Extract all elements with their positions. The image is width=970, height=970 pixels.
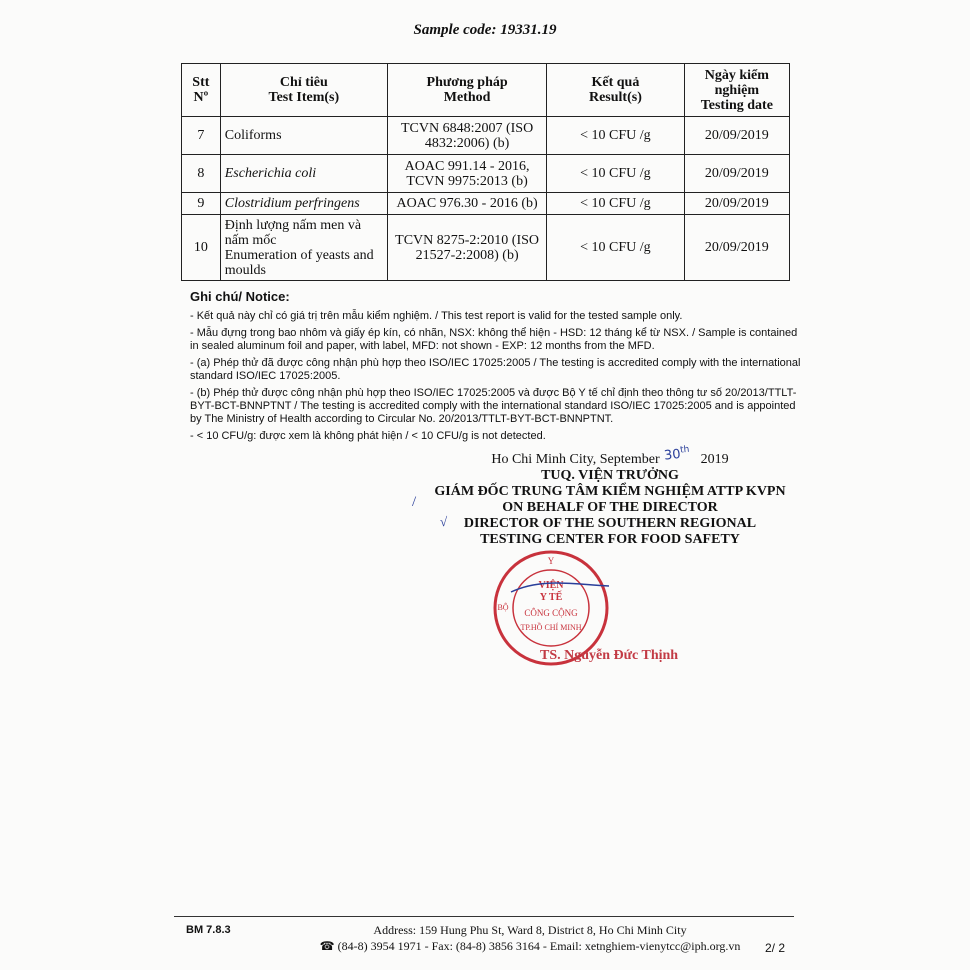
row-item: Coliforms xyxy=(220,117,387,155)
signature-line: ON BEHALF OF THE DIRECTOR xyxy=(502,500,718,515)
row-method: TCVN 6848:2007 (ISO 4832:2006) (b) xyxy=(387,117,546,155)
signer-name: TS. Nguyễn Đức Thịnh xyxy=(540,648,679,663)
notice-item: - < 10 CFU/g: được xem là không phát hiện / < 10 CFU/g is not detected. xyxy=(190,430,546,442)
row-result: < 10 CFU /g xyxy=(547,117,684,155)
header-testing-date: Ngày kiểm nghiệm Testing date xyxy=(684,64,789,117)
notice-item: - Kết quả này chỉ có giá trị trên mẫu kiểm nghiệm. / This test report is valid for the tested sample only. xyxy=(190,310,683,322)
row-method: TCVN 8275-2:2010 (ISO 21527-2:2008) (b) xyxy=(387,215,546,281)
row-stt: 7 xyxy=(182,117,221,155)
row-method: AOAC 991.14 - 2016, TCVN 9975:2013 (b) xyxy=(387,155,546,193)
stamp-text: CÔNG CỘNG xyxy=(524,608,578,618)
row-stt: 10 xyxy=(182,215,221,281)
table-header-row xyxy=(182,64,790,117)
header-result: Kết quả Result(s) xyxy=(547,64,684,117)
stamp-text: TP.HỒ CHÍ MINH xyxy=(520,623,582,632)
handwritten-day: 30th xyxy=(663,444,690,464)
row-date: 20/09/2019 xyxy=(684,155,789,193)
stamp-text: BỘ xyxy=(497,603,509,612)
notice-title: Ghi chú/ Notice: xyxy=(190,289,290,304)
signature-date: Ho Chi Minh City, September 2019 xyxy=(491,452,729,467)
notice-item: - Mẫu đựng trong bao nhôm và giấy ép kín, có nhãn, NSX: không thể hiện - HSD: 12 tháng kể từ NSX. / Sample is contained in sealed aluminum foil and paper, with label, MFD: not shown - EXP: 12 months from the MFD. xyxy=(190,327,798,352)
row-date: 20/09/2019 xyxy=(684,117,789,155)
handwritten-mark-icon: / xyxy=(412,494,417,510)
table-row xyxy=(182,155,790,193)
form-code: BM 7.8.3 xyxy=(186,924,231,936)
row-stt: 9 xyxy=(182,193,221,215)
row-item: Clostridium perfringens xyxy=(220,193,387,215)
row-date: 20/09/2019 xyxy=(684,193,789,215)
notice-item: - (a) Phép thử đã được công nhận phù hợp theo ISO/IEC 17025:2005 / The testing is accredited comply with the international standard ISO/IEC 17025:2005. xyxy=(190,357,801,382)
signature-block xyxy=(400,452,820,548)
results-table xyxy=(181,63,790,281)
header-test-item: Chỉ tiêu Test Item(s) xyxy=(220,64,387,117)
row-item: Escherichia coli xyxy=(220,155,387,193)
stamp-text: Y TẾ xyxy=(539,592,563,603)
handwritten-mark-icon: √ xyxy=(440,514,448,529)
notice-item: - (b) Phép thử được công nhận phù hợp theo ISO/IEC 17025:2005 và được Bộ Y tế chỉ định theo thông tư số 20/2013/TTLT-BYT-BCT-BNNPTNT / The testing is accredited comply with the international standard ISO/IEC 17025:2005 and is appointed by The Ministry of Health according to Circular No. 20/2013/TTLT-BYT-BCT-BNNPTNT. xyxy=(190,387,797,425)
signature-line: TUQ. VIỆN TRƯỞNG xyxy=(541,468,679,483)
table-row xyxy=(182,215,790,281)
stamp-text: VIỆN xyxy=(538,580,564,591)
signature-line: GIÁM ĐỐC TRUNG TÂM KIỂM NGHIỆM ATTP KVPN xyxy=(434,484,786,499)
footer-address: Address: 159 Hung Phu St, Ward 8, District 8, Ho Chi Minh City ☎ (84-8) 3954 1971 - Fax: (84-8) 3856 3164 - Email: xetnghiem-vienytcc@iph.org.vn xyxy=(319,923,741,953)
footer-divider xyxy=(174,916,794,917)
header-method: Phương pháp Method xyxy=(387,64,546,117)
table-row xyxy=(182,117,790,155)
row-method: AOAC 976.30 - 2016 (b) xyxy=(387,193,546,215)
notice-list xyxy=(190,310,802,447)
row-result: < 10 CFU /g xyxy=(547,193,684,215)
row-item: Định lượng nấm men và nấm mốc Enumeration of yeasts and moulds xyxy=(220,215,387,281)
sample-code: Sample code: 19331.19 xyxy=(413,22,557,38)
table-row xyxy=(182,193,790,215)
signature-line: DIRECTOR OF THE SOUTHERN REGIONAL xyxy=(463,516,757,531)
signature-line: TESTING CENTER FOR FOOD SAFETY xyxy=(480,532,740,547)
row-result: < 10 CFU /g xyxy=(547,215,684,281)
stamp-text: Y xyxy=(547,556,555,566)
row-stt: 8 xyxy=(182,155,221,193)
row-date: 20/09/2019 xyxy=(684,215,789,281)
row-result: < 10 CFU /g xyxy=(547,155,684,193)
header-stt: Stt Nº xyxy=(182,64,221,117)
page-number: 2/ 2 xyxy=(765,941,786,955)
